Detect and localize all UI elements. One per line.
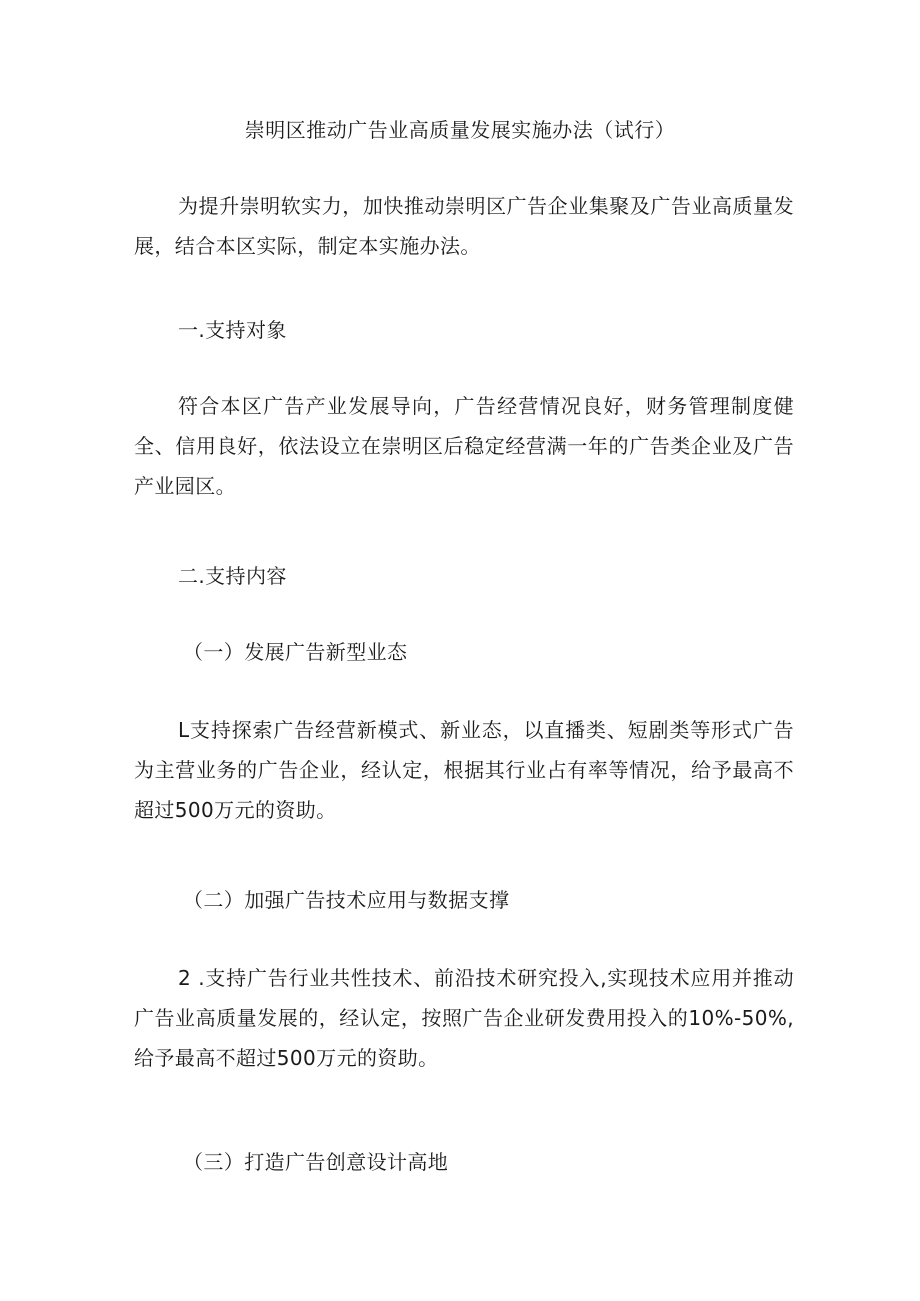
section-1-heading: 一.支持对象 bbox=[178, 318, 287, 342]
subsection-3-heading: （三）打造广告创意设计高地 bbox=[183, 1150, 449, 1174]
document-title: 崇明区推动广告业高质量发展实施办法（试行） bbox=[244, 118, 676, 142]
subsection-2-heading: （二）加强广告技术应用与数据支撑 bbox=[183, 888, 510, 912]
section-1-paragraph: 符合本区广告产业发展导向，广告经营情况良好，财务管理制度健全、信用良好，依法设立在崇明区后稳定经营满一年的广告类企业及广告产业园区。 bbox=[134, 394, 794, 498]
section-2-heading: 二.支持内容 bbox=[178, 564, 287, 588]
intro-paragraph: 为提升崇明软实力，加快推动崇明区广告企业集聚及广告业高质量发展，结合本区实际，制定本实施办法。 bbox=[134, 194, 794, 258]
subsection-1-heading: （一）发展广告新型业态 bbox=[183, 640, 408, 664]
subsection-2-paragraph: 2 .支持广告行业共性技术、前沿技术研究投入,实现技术应用并推动广告业高质量发展的，经认定，按照广告企业研发费用投入的10%-50%,给予最高不超过500万元的资助。 bbox=[134, 966, 794, 1070]
subsection-1-paragraph: L支持探索广告经营新模式、新业态，以直播类、短剧类等形式广告为主营业务的广告企业，经认定，根据其行业占有率等情况，给予最高不超过500万元的资助。 bbox=[134, 718, 794, 822]
